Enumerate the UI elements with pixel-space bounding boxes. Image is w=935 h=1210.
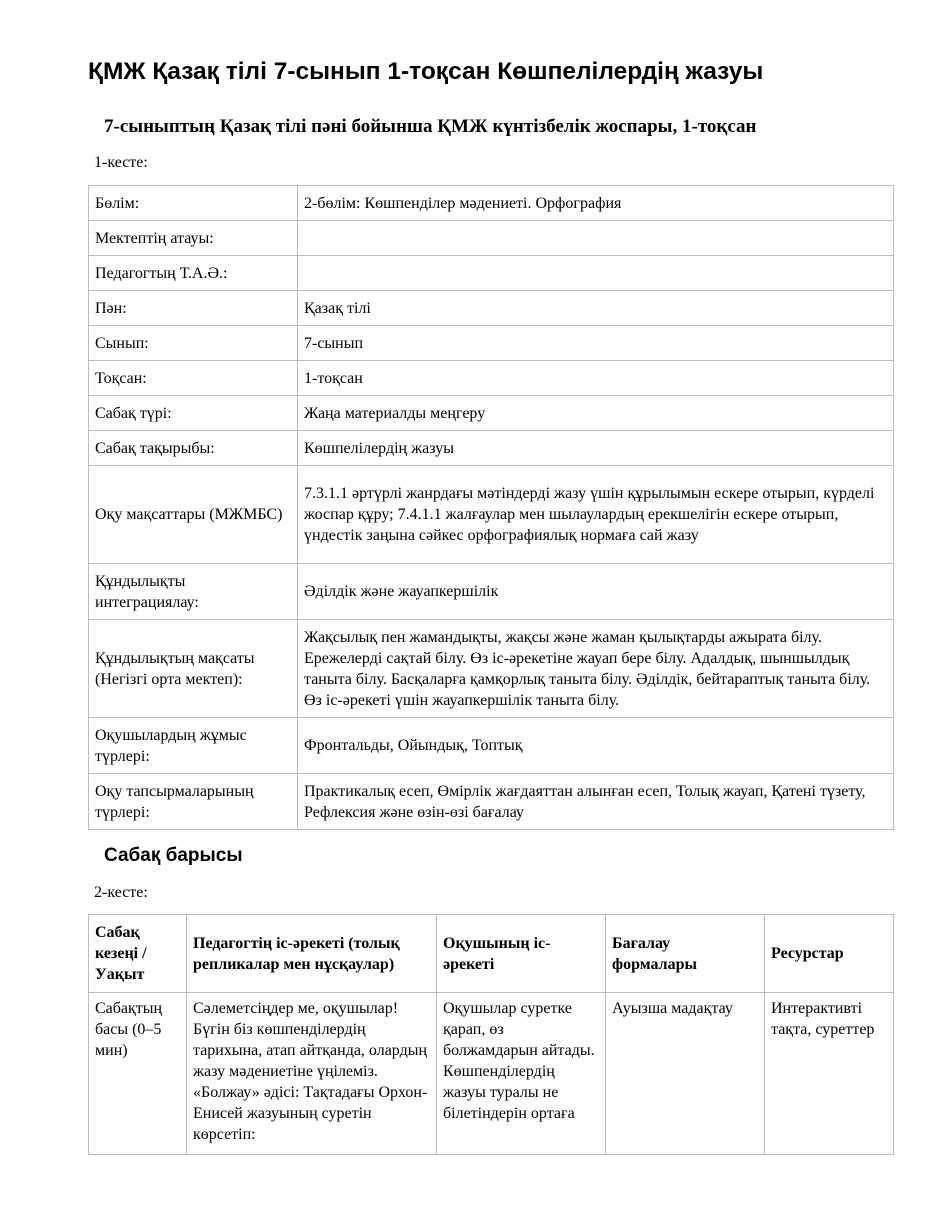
row-label: Пән: xyxy=(89,291,298,326)
row-value: 2-бөлім: Көшпенділер мәдениеті. Орфография xyxy=(298,186,894,221)
cell-student xyxy=(437,993,606,1155)
cell-stage-text: Сабақтың басы (0–5 мин) xyxy=(95,1000,163,1059)
lesson-info-table xyxy=(88,185,894,830)
column-header-stage: Сабақ кезеңі / Уақыт xyxy=(89,915,187,993)
table-row xyxy=(89,326,894,361)
row-label: Оқу тапсырмаларының түрлері: xyxy=(89,774,298,830)
table-row xyxy=(89,993,894,1155)
lesson-flow-table xyxy=(88,914,894,1155)
row-label: Педагогтың Т.А.Ә.: xyxy=(89,256,298,291)
row-value: Көшпелілердің жазуы xyxy=(298,431,894,466)
row-value: Жақсылық пен жамандықты, жақсы және жаман қылықтарды ажырата білу. Ережелерді сақтай білу. Өз іс-әрекетіне жауап бере білу. Адалдық, шыншылдық таныта білу. Басқаларға қамқорлық таныта білу. Әділдік, бейтараптық таныта білу. Өз іс-әрекеті үшін жауапкершілік таныта білу. xyxy=(298,620,894,718)
table-header-row xyxy=(89,915,894,993)
row-label: Бөлім: xyxy=(89,186,298,221)
row-label: Сынып: xyxy=(89,326,298,361)
table-row xyxy=(89,431,894,466)
cell-resources-text: Интерактивті тақта, суреттер xyxy=(771,1000,875,1038)
table2-caption: 2-кесте: xyxy=(94,884,148,901)
row-label: Оқу мақсаттары (МЖМБС) xyxy=(89,466,298,564)
cell-teacher-text: Сәлеметсіңдер ме, оқушылар! Бүгін біз көшпенділердің тарихына, атап айтқанда, олардың жазу мәдениетіне үңілеміз. «Болжау» әдісі: Тақтадағы Орхон-Енисей жазуының суретін көрсетіп: xyxy=(193,1000,428,1143)
column-header-teacher: Педагогтің іс-әрекеті (толық репликалар мен нұсқаулар) xyxy=(187,915,437,993)
row-value: Фронтальды, Ойындық, Топтық xyxy=(298,718,894,774)
table-row xyxy=(89,256,894,291)
row-value: Практикалық есеп, Өмірлік жағдаяттан алынған есеп, Толық жауап, Қатені түзету, Рефлексия және өзін-өзі бағалау xyxy=(298,774,894,830)
column-header-student: Оқушының іс-әрекеті xyxy=(437,915,606,993)
row-value: 7-сынып xyxy=(298,326,894,361)
cell-teacher xyxy=(187,993,437,1155)
row-value: 7.3.1.1 әртүрлі жанрдағы мәтіндерді жазу үшін құрылымын ескере отырып, күрделі жоспар құру; 7.4.1.1 жалғаулар мен шылаулардың ерекшелігін ескере отырып, үндестік заңына сәйкес орфографиялық нормаға сай жазу xyxy=(298,466,894,564)
table-row xyxy=(89,774,894,830)
row-label: Құндылықты интеграциялау: xyxy=(89,564,298,620)
section-heading: Сабақ барысы xyxy=(104,845,243,866)
row-label: Тоқсан: xyxy=(89,361,298,396)
table-row xyxy=(89,186,894,221)
cell-student-text: Оқушылар суретке қарап, өз болжамдарын айтады. Көшпенділердің жазуы туралы не білетіндерін ортаға xyxy=(443,1000,595,1122)
row-value xyxy=(298,221,894,256)
document-title: ҚМЖ Қазақ тілі 7-сынып 1-тоқсан Көшпелілердің жазуы xyxy=(88,58,764,85)
document-subtitle: 7-сыныптың Қазақ тілі пәні бойынша ҚМЖ күнтізбелік жоспары, 1-тоқсан xyxy=(104,116,757,137)
column-header-assessment: Бағалау формалары xyxy=(606,915,765,993)
row-value: Қазақ тілі xyxy=(298,291,894,326)
row-value: 1-тоқсан xyxy=(298,361,894,396)
row-value: Жаңа материалды меңгеру xyxy=(298,396,894,431)
table-row xyxy=(89,291,894,326)
table-row xyxy=(89,361,894,396)
cell-assessment-text: Ауызша мадақтау xyxy=(612,1000,733,1017)
table-row xyxy=(89,466,894,564)
cell-resources xyxy=(765,993,894,1155)
row-label: Сабақ тақырыбы: xyxy=(89,431,298,466)
cell-assessment xyxy=(606,993,765,1155)
table-row xyxy=(89,396,894,431)
table-row xyxy=(89,564,894,620)
table-row xyxy=(89,718,894,774)
column-header-resources: Ресурстар xyxy=(765,915,894,993)
row-label: Оқушылардың жұмыс түрлері: xyxy=(89,718,298,774)
table-row xyxy=(89,221,894,256)
row-value: Әділдік және жауапкершілік xyxy=(298,564,894,620)
row-label: Мектептің атауы: xyxy=(89,221,298,256)
row-label: Сабақ түрі: xyxy=(89,396,298,431)
row-value xyxy=(298,256,894,291)
table-row xyxy=(89,620,894,718)
cell-stage xyxy=(89,993,187,1155)
row-label: Құндылықтың мақсаты (Негізгі орта мектеп): xyxy=(89,620,298,718)
table1-caption: 1-кесте: xyxy=(94,154,148,171)
